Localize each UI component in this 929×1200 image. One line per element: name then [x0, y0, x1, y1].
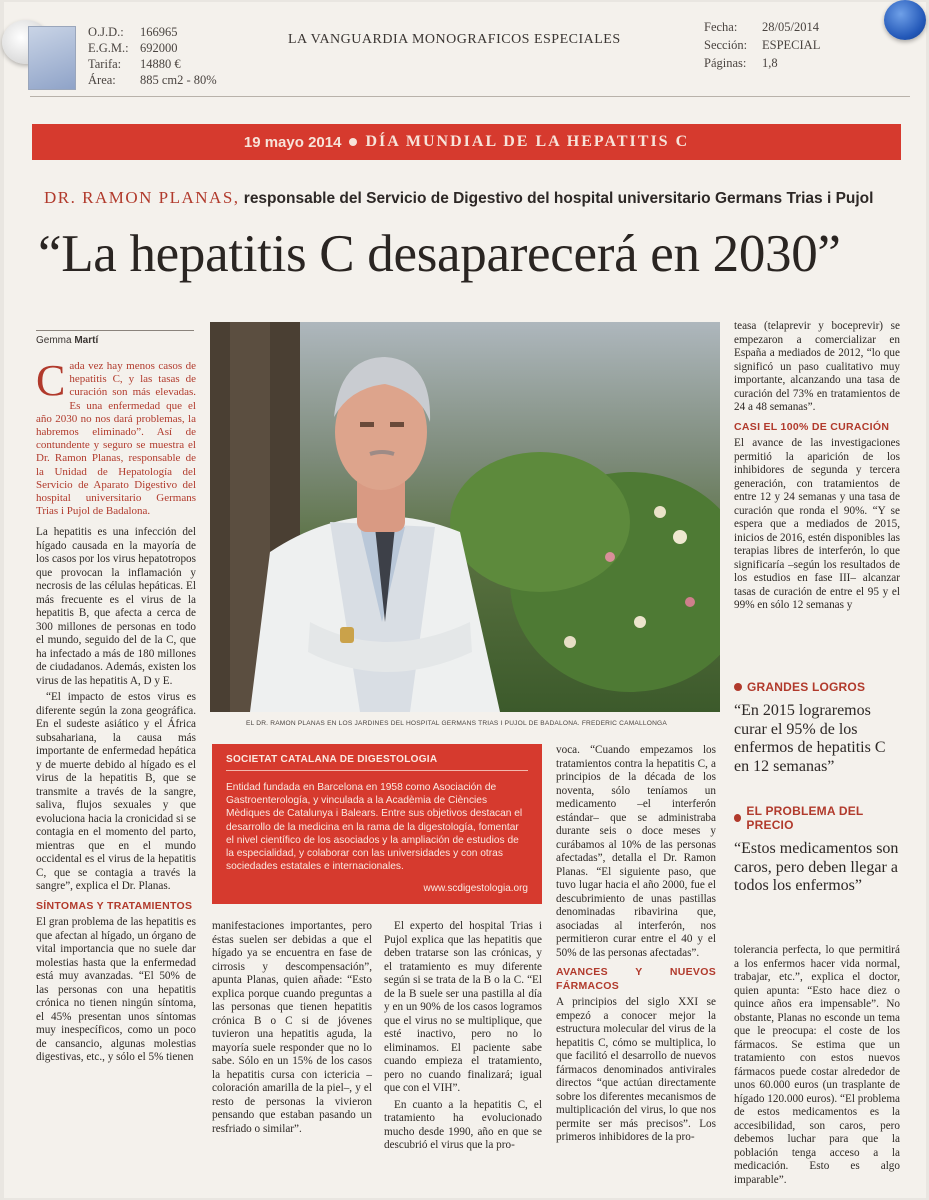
seccion-label: Sección: [704, 38, 748, 52]
lead-text: ada vez hay menos casos de hepatitis C, y las tasas de curación son más elevadas. Es una enfermedad que el año 2030 no nos dará problemas, la habremos eliminado”. Así de contundente y seguro se muestra el Dr. Ramon Planas, responsable de la Unidad de Hepatología del Servicio de Aparato Digestivo del hospital universitario Germans Trias i Pujol de Badalona. [36, 360, 196, 518]
kicker-name: DR. RAMON PLANAS, [44, 188, 240, 207]
box-title: SOCIETAT CATALANA DE DIGESTOLOGIA [226, 754, 528, 771]
col1-p3: El gran problema de las hepatitis es que afectan al hígado, un órgano de vital importancia que no suele dar molestias hasta que la enfermedad está muy avanzadas. “El 50% de las personas con una hepatitis crónica no tienen ningún síntoma, el 45% presentan unos síntomas muy inespecíficos, como un poco de cansancio, algunas molestias digestivas, etc., y sólo el 5% tienen [36, 916, 196, 1064]
clipping-metrics [88, 24, 217, 88]
col3-p2: En cuanto a la hepatitis C, el tratamiento ha evolucionado mucho desde 1990, año en que se descubrió el virus que la pro- [384, 1098, 542, 1151]
ojd-value: 166965 [140, 25, 178, 39]
quote1-label-row [734, 680, 902, 694]
col3-p1: El experto del hospital Trias i Pujol explica que las hepatitis que deben tratarse son las crónicas, y el tratamiento es muy diferente según si se trata de la B o la C. “El de la B suele ser una pastilla al día y en un 90% de los casos logramos que el virus no se multiplique, que esté inactivo, pero no lo eliminamos. El paciente sabe cuando empieza el tratamiento, pero no cuando finalizará; igual que con el VIH”. [384, 920, 542, 1094]
tarifa-label: Tarifa: [88, 57, 122, 71]
subhead-curacion: CASI EL 100% DE CURACIÓN [734, 420, 890, 433]
fecha-label: Fecha: [704, 20, 738, 34]
bullet-icon [349, 138, 357, 146]
column-4b [734, 320, 900, 616]
col4a-p1: voca. “Cuando empezamos los tratamientos contra la hepatitis C, a principios de la década de los noventa, sólo teníamos un medicamento –el interferón estándar– que se administraba durante seis o doce meses y curábamos al 10% de las personas afectadas”, detalla el Dr. Ramon Planas. “El siguiente paso, que tuvo lugar hacia el año 2000, fue el descubrimiento de unas pastillas denominadas ribavirina que, asociadas al interferón, nos permitieron curar entre el 40 y el 50% de las personas afectadas”. [556, 744, 716, 959]
column-4a [556, 744, 716, 1148]
byline [36, 330, 194, 346]
col2-p1: manifestaciones importantes, pero éstas suelen ser debidas a que el hígado ya se encuentra en fase de cirrosis y descompensación”, apunta Planas, quien añade: “Esto explica porque cuando preguntas a las personas que tienen hepatitis crónica B o C si de jóvenes tuvieron una hepatitis aguda, la mayoría suele responder que no lo sabe. Sólo en un 15% de los casos la hepatitis cursa con ictericia –coloración amarilla de la piel–, y el resto de personas la vivieron pensando que estaban pasando un resfriado o similar”. [212, 920, 372, 1135]
banner-date: 19 mayo 2014 [243, 133, 342, 151]
fecha-value: 28/05/2014 [762, 20, 819, 34]
quote2-label-row [734, 804, 902, 832]
box-url[interactable]: www.scdigestologia.org [423, 883, 528, 894]
col4a-p2: A principios del siglo XXI se empezó a conocer mejor la estructura molecular del virus de la hepatitis C, cómo se multiplica, lo que facilitó el desarrollo de nuevos fármacos denominados antivirales directos “que actúan directamente sobre los diferentes mecanismos de multiplicación del virus, lo que nos permite ser más precisos”. Los primeros inhibidores de la pro- [556, 996, 716, 1143]
clipping-date-info [704, 18, 820, 72]
column-5 [734, 944, 900, 1190]
seccion-value: ESPECIAL [762, 38, 821, 52]
col4b-p1: teasa (telaprevir y boceprevir) se empezaron a comercializar en España a mediados de 2012, “lo que significó un paso cualitativo muy importante, alcanzando una tasa de curación del 73% en tratamientos de 24 a 48 semanas”. [734, 320, 900, 413]
area-label: Área: [88, 73, 116, 87]
tarifa-value: 14880 € [140, 57, 181, 71]
article-kicker [44, 188, 904, 208]
lead-paragraph [36, 356, 196, 518]
column-1 [36, 356, 196, 1068]
publication-name: LA VANGUARDIA MONOGRAFICOS ESPECIALES [288, 32, 621, 47]
col5-p1: tolerancia perfecta, lo que permitirá a los enfermos hacer vida normal, trabajar, etc.”, explica el doctor, quien apunta: “Esto hace diez o quince años era impensable”. No obstante, Planas no esconde un tema que le preocupa: el coste de los fármacos. Se estima que un tratamiento con estos nuevos fármacos puede costar alrededor de unos 60.000 euros (un trasplante de hígado 120.000 euros). “El problema de estos medicamentos es la accesibilidad, son caros, pero debemos luchar para que la población tenga acceso a la medicación. Esto es algo imparable”. [734, 944, 900, 1186]
banner-title: DÍA MUNDIAL DE LA HEPATITIS C [365, 133, 690, 150]
kicker-role: responsable del Servicio de Digestivo del hospital universitario Germans Trias i Pujol [243, 190, 874, 207]
quote2-text: “Estos medicamentos son caros, pero deben llegar a todos los enfermos” [734, 840, 899, 894]
society-info-box [212, 744, 542, 904]
ojd-label: O.J.D.: [88, 25, 124, 39]
byline-first: Gemma [36, 335, 72, 346]
bullet-icon [734, 814, 741, 822]
column-3 [384, 920, 542, 1156]
quote2-label: EL PROBLEMA DEL PRECIO [746, 804, 864, 832]
article-headline: “La hepatitis C desaparecerá en 2030” [38, 225, 841, 283]
dropcap: C [36, 356, 66, 405]
egm-value: 692000 [140, 41, 178, 55]
byline-last: Martí [74, 335, 99, 346]
quote1-text: “En 2015 lograremos curar el 95% de los enfermos de hepatitis C en 12 semanas” [734, 702, 886, 775]
quote1-label: GRANDES LOGROS [747, 680, 866, 694]
header-divider [30, 96, 910, 97]
egm-label: E.G.M.: [88, 41, 129, 55]
subhead-sintomas: SÍNTOMAS Y TRATAMIENTOS [36, 899, 193, 912]
subhead-avances: AVANCES Y NUEVOS FÁRMACOS [556, 966, 716, 992]
photo-caption: EL DR. RAMON PLANAS EN LOS JARDINES DEL HOSPITAL GERMANS TRIAS I PUJOL DE BADALONA. FREDERIC CAMALLONGA [246, 720, 667, 727]
paginas-label: Páginas: [704, 56, 747, 70]
portrait-illustration [210, 322, 720, 712]
pull-quote-2 [734, 804, 902, 896]
thumbtack-blue-icon [884, 0, 926, 40]
col4b-p2: El avance de las investigaciones permitió la aparición de los inhibidores de segunda y tercera generación, con tratamientos de entre 12 y 24 semanas y una tasa de curación que ronda el 90%. “Y se espera que a mediados de 2015, inicios de 2016, estén disponibles las terapias libres de interferón, lo que significaría –según los resultados de los estudios en fase III– alcanzar tasas de curación de entre el 95 y el 99% en sólo 12 semanas y [734, 437, 900, 611]
column-2 [212, 920, 372, 1139]
box-body: Entidad fundada en Barcelona en 1958 como Asociación de Gastroenterología, y vinculada a la Acadèmia de Ciències Mèdiques de Catalunya i Balears. Entre sus objetivos destacan el desarrollo de la medicina en la rama de la digestología, fomentar el nivel científico de los asociados y la ampliación de estudios de la especialidad, y colaborar con las universidades y con otras sociedades estatales e internacionales. [226, 782, 523, 873]
bullet-icon [734, 683, 742, 691]
paginas-value: 1,8 [762, 56, 778, 70]
area-value: 885 cm2 - 80% [140, 73, 217, 87]
col1-p1: La hepatitis es una infección del hígado causada en la mayoría de los casos por los virus hepatotropos que provocan la inflamación y necrosis de las células hepáticas. El más frecuente es el virus de la hepatitis B, que afecta a cerca de 300 millones de personas en todo el mundo, seguido del de la C, que ha infectado a más de 180 millones de ciudadanos. Además, existen los virus de las hepatitis A, D y E. [36, 526, 196, 687]
col1-p2: “El impacto de estos virus es diferente según la zona geográfica. En el sudeste asiático y el África subsahariana, la causa más importante de enfermedad hepática y de muerte debido al hígado es el virus de la hepatitis B, que se transmite a través de la sangre, saliva, flujos sexuales y que evoluciona hacia la cronicidad si se contagia en el momento del parto, mientras que en el mundo occidental es el virus de la hepatitis C, que se contagia a través la sangre”, explica el Dr. Planas. [36, 691, 196, 893]
pull-quote-1 [734, 680, 902, 776]
portrait-photo [210, 322, 720, 712]
section-banner [32, 124, 901, 160]
clipping-logo [28, 26, 76, 90]
